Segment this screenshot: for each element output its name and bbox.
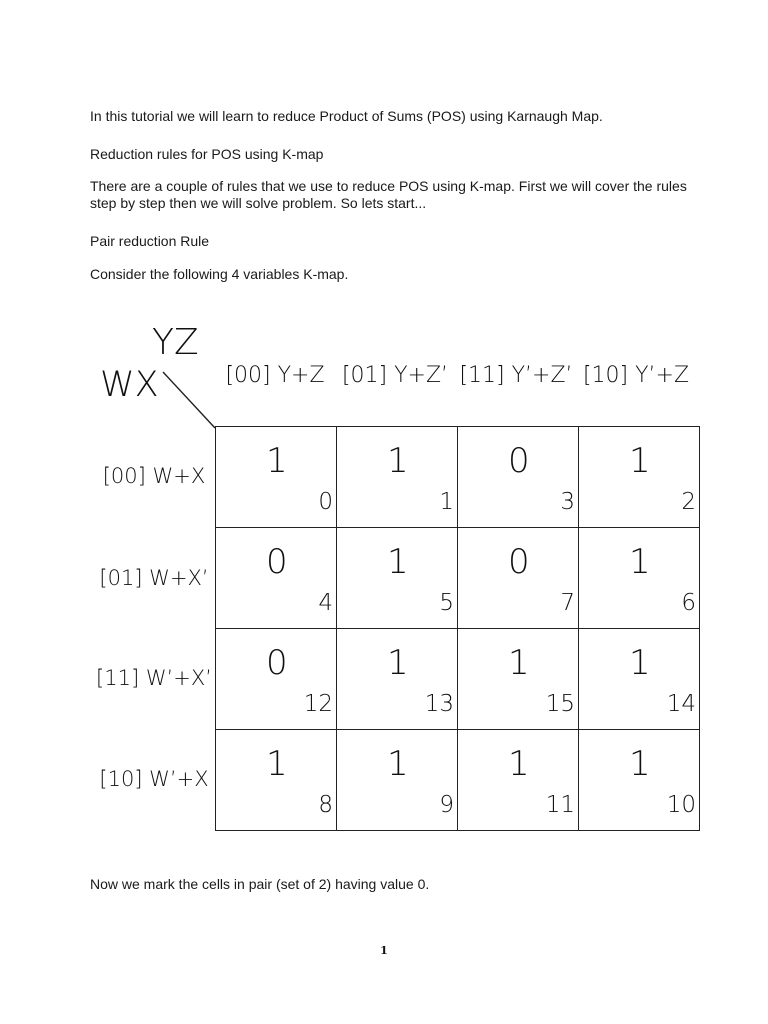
kmap-cell — [216, 629, 337, 730]
cell-value: 1 — [629, 744, 651, 784]
kmap-row — [216, 427, 700, 528]
cell-value: 1 — [266, 744, 288, 784]
cell-value: 0 — [508, 441, 530, 481]
kmap-row-header: [01] W+X’ — [99, 566, 209, 590]
cell-index: 15 — [545, 691, 575, 717]
kmap-cell — [337, 528, 458, 629]
consider-paragraph: Consider the following 4 variables K-map. — [90, 266, 349, 282]
intro-paragraph: In this tutorial we will learn to reduce Product of Sums (POS) using Karnaugh Map. — [90, 108, 603, 124]
cell-index: 4 — [318, 590, 333, 616]
cell-value: 0 — [266, 542, 288, 582]
kmap-grid — [215, 426, 700, 831]
cell-value: 0 — [266, 643, 288, 683]
cell-index: 3 — [560, 489, 575, 515]
cell-value: 1 — [387, 441, 409, 481]
kmap-yz-label: YZ — [152, 322, 199, 363]
kmap-cell — [458, 528, 579, 629]
conclusion-paragraph: Now we mark the cells in pair (set of 2) having value 0. — [90, 876, 430, 892]
kmap-cell — [337, 427, 458, 528]
rules-body-paragraph: There are a couple of rules that we use to reduce POS using K-map. First we will cover the rules step by step then we will solve problem. So lets start... — [90, 178, 687, 211]
cell-index: 0 — [318, 489, 333, 515]
kmap-cell — [579, 730, 700, 831]
cell-index: 11 — [545, 792, 575, 818]
kmap-row — [216, 730, 700, 831]
cell-value: 1 — [387, 643, 409, 683]
pair-rule-heading: Pair reduction Rule — [90, 233, 210, 249]
cell-index: 7 — [560, 590, 575, 616]
cell-value: 1 — [629, 542, 651, 582]
kmap-row-header: [00] W+X — [102, 464, 206, 488]
kmap-row-header: [11] W’+X’ — [96, 666, 212, 690]
kmap-cell — [579, 427, 700, 528]
cell-value: 1 — [629, 441, 651, 481]
rules-heading: Reduction rules for POS using K-map — [90, 146, 324, 162]
cell-value: 1 — [266, 441, 288, 481]
cell-value: 1 — [387, 744, 409, 784]
kmap-cell — [337, 629, 458, 730]
kmap-column-header: [00] Y+Z — [225, 363, 325, 388]
kmap-column-header: [01] Y+Z’ — [341, 363, 449, 388]
kmap-cell — [579, 629, 700, 730]
kmap-cell — [216, 427, 337, 528]
cell-index: 2 — [681, 489, 696, 515]
cell-value: 1 — [387, 542, 409, 582]
kmap-wx-label: WX — [100, 365, 159, 405]
cell-index: 9 — [439, 792, 454, 818]
kmap-row — [216, 629, 700, 730]
cell-value: 1 — [508, 744, 530, 784]
kmap-cell — [458, 629, 579, 730]
cell-value: 0 — [508, 542, 530, 582]
cell-index: 12 — [303, 691, 333, 717]
cell-value: 1 — [508, 643, 530, 683]
cell-index: 8 — [318, 792, 333, 818]
page-number: 1 — [380, 944, 388, 957]
kmap-cell — [337, 730, 458, 831]
kmap-row — [216, 528, 700, 629]
kmap-cell — [579, 528, 700, 629]
cell-index: 10 — [666, 792, 696, 818]
kmap-column-header: [10] Y’+Z — [582, 363, 690, 388]
kmap-cell — [216, 730, 337, 831]
cell-index: 5 — [439, 590, 454, 616]
kmap-cell — [458, 427, 579, 528]
kmap-column-header: [11] Y’+Z’ — [459, 363, 573, 388]
cell-index: 14 — [666, 691, 696, 717]
kmap-cell — [458, 730, 579, 831]
kmap-cell — [216, 528, 337, 629]
cell-value: 1 — [629, 643, 651, 683]
cell-index: 6 — [681, 590, 696, 616]
kmap-row-header: [10] W’+X — [99, 767, 209, 791]
cell-index: 1 — [439, 489, 454, 515]
cell-index: 13 — [424, 691, 454, 717]
